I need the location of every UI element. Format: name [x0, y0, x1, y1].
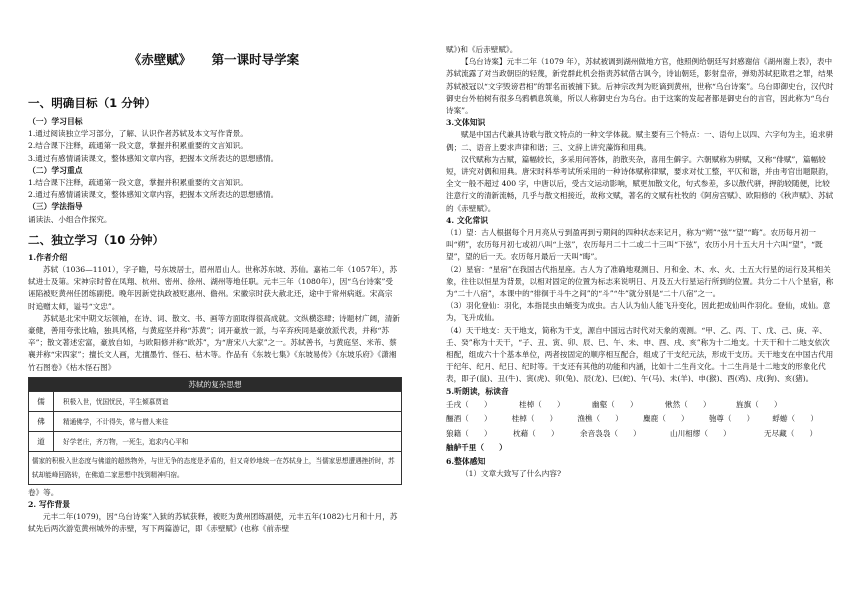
- thought-table-summary: 儒家的积极入世态度与佛道的超然物外，与世无争的态度是矛盾的，但又奇妙地统一在苏轼身上，当儒家思想遭遇挫折时，苏轼却能峰回路转，在佛道二家思想中找到精神归宿。: [29, 451, 401, 484]
- table-value: 积极入世，忧国忧民，平生倾慕贾谊: [63, 398, 169, 407]
- pinyin-item: 枕藉（ ）: [513, 428, 559, 438]
- culture-item-2: （2）星宿：“星宿”在我国古代指星座。古人为了准确地观测日、月和金、木、水、火、土五大行星的运行及其相关象，往往以恒星为背景，以相对固定的位置为标志来说明日、月及五大行星运行所到的位置。共分二十八个星宿，称为“二十八宿”，本课中的“徘徊于斗牛之间”的“斗”“牛”就分别是“二十八宿”之一。: [446, 264, 834, 299]
- culture-item-1: （1）望：古人根据每个月月亮从亏到盈再到亏期间的四种状态来记月，称为“朔”“弦”“望”“晦”。农历每月初一叫“朔”，农历每月初七或初八叫“上弦”，农历每月二十二或二十三叫“下弦”，农历小月十五大月十六叫“望”，“既望”，望的后一天。农历每月最后一天叫“晦”。: [446, 228, 823, 262]
- pinyin-heading: 5.听朗读，标读音: [446, 386, 509, 396]
- table-key: 道: [29, 432, 54, 451]
- pinyin-item: 麋鹿（ ）: [643, 414, 689, 424]
- method-heading: （三）学法指导: [28, 202, 83, 212]
- pinyin-row: [446, 441, 834, 456]
- overall-question: （1）文章大致写了什么内容?: [461, 469, 562, 479]
- pinyin-item: 壬戌（ ）: [446, 399, 492, 409]
- pinyin-item: 桂棹（ ）: [519, 399, 565, 409]
- pinyin-item: 愀然（ ）: [665, 399, 711, 409]
- keys-heading: （二）学习重点: [28, 165, 83, 175]
- case-label: 【乌台诗案】: [461, 57, 507, 67]
- pinyin-row: [446, 427, 834, 442]
- pinyin-row: [446, 398, 834, 413]
- method-text: 诵读法、小组合作探究。: [28, 214, 112, 224]
- culture-heading: 4. 文化常识: [446, 215, 489, 225]
- author-heading: 1.作者介绍: [28, 252, 68, 262]
- background-heading: 2. 写作背景: [28, 500, 71, 510]
- author-paragraph-2-end: 卷》等。: [28, 487, 59, 497]
- genre-heading: 3.文体知识: [446, 118, 486, 128]
- background-paragraph: 元丰二年(1079)，因“乌台诗案”入狱的苏轼获释，被贬为黄州团练副使，元丰五年(1082)七月和十月，苏轼先后两次游览黄州城外的赤壁，写下两篇游记，即《赤壁赋》(也称《前赤壁: [28, 512, 398, 534]
- case-paragraph: [446, 56, 834, 117]
- pinyin-row: [446, 412, 834, 427]
- table-key: 儒: [29, 392, 54, 411]
- culture-item-4: （4）天干地支：天干地支，简称为干支，源自中国远古时代对天象的观测。“甲、乙、丙、丁、戊、己、庚、辛、壬、癸”称为十天干，“子、丑、寅、卯、辰、巳、午、未、申、酉、戌、亥”称为十二地支。十天干和十二地支依次相配，组成六十个基本单位，两者按固定的顺序相互配合，组成了干支纪元法，形成干支历。天干地支在中国古代用于纪年、纪月、纪日、纪时等。干支还有其他的功能和内涵，比如十二生肖文化。十二生肖是十二地支的形象化代表，即子(鼠)、丑(牛)、寅(虎)、卯(兔)、辰(龙)、巳(蛇)、午(马)、未(羊)、申(猴)、酉(鸡)、戌(狗)、亥(猪)。: [446, 325, 834, 384]
- pinyin-item: 山川相缪（ ）: [670, 428, 731, 438]
- author-paragraph-2: 苏轼是北宋中期文坛领袖，在诗、词、散文、书、画等方面取得很高成就。文纵横恣肆；诗题材广阔，清新豪健，善用夸张比喻，独具风格，与黄庭坚并称“苏黄”；词开豪放一派，与辛弃疾同是豪放派代表，并称“苏辛”；散文著述宏富，豪放自如，与欧阳修并称“欧苏”，为“唐宋八大家”之一。苏轼善书，与黄庭坚、米芾、蔡襄并称“宋四家”；擅长文人画，尤擅墨竹、怪石、枯木等。作品有《东坡七集》《东坡易传》《东坡乐府》《潇湘竹石图卷》《枯木怪石图》: [28, 313, 400, 372]
- pinyin-item: 酾酒（ ）: [446, 414, 492, 424]
- goal-item: 3.通过有感情诵读课文，整体感知文章内容，把握本文所表达的思想感情。: [28, 153, 279, 163]
- right-column: [446, 44, 834, 480]
- overall-heading: 6.整体感知: [446, 456, 486, 466]
- table-row: [29, 411, 401, 431]
- table-row: [29, 431, 401, 451]
- pinyin-item: 余音袅袅（ ）: [580, 428, 641, 438]
- goal-item: 2.结合课下注释，疏通第一段文意，掌握并积累重要的文言知识。: [28, 141, 248, 151]
- left-column: [28, 0, 400, 536]
- genre-paragraph-2: 汉代赋称为古赋，篇幅较长，多采用问答体，韵散夹杂，喜用生僻字。六朝赋称为骈赋，又称“俳赋”，篇幅较短，讲究对偶和用典。唐宋时科举考试所采用的一种诗体赋称律赋，要求对仗工整，平仄和谐，并由考官出题限韵，全文一般不超过 400 字，中唐以后，受古文运动影响，赋更加散文化，句式参差，多以散代骈，押韵较随便，比较注意行文的清新流畅，几乎与散文相接近，故称文赋，著名的文赋有杜牧的《阿房宫赋》、欧阳修的《秋声赋》、苏轼的《赤壁赋》。: [446, 154, 834, 213]
- background-paragraph-cont: 赋》)和《后赤壁赋》。: [446, 45, 518, 54]
- pinyin-item: 渔樵（ ）: [577, 414, 623, 424]
- table-key: 佛: [29, 412, 54, 431]
- section-2-heading: 二、独立学习（10 分钟）: [28, 232, 165, 247]
- pinyin-item: 桂棹（ ）: [511, 414, 558, 424]
- pinyin-item: 旌旗（ ）: [736, 399, 782, 409]
- key-item: 2.通过有感情诵读课文，整体感知文章内容，把握本文所表达的思想感情。: [28, 190, 279, 200]
- pinyin-item: 蜉蝣（ ）: [772, 414, 818, 424]
- table-row: [29, 391, 401, 411]
- table-value: 精通佛学，不计得失，常与僧人来往: [63, 418, 169, 427]
- pinyin-item: 匏尊（ ）: [708, 414, 755, 424]
- title-sub: 第一课时导学案: [211, 52, 300, 67]
- title-main: 《赤壁赋》: [128, 52, 192, 67]
- section-1-heading: 一、明确目标（1 分钟）: [28, 96, 157, 110]
- key-item: 1.结合课下注释，疏通第一段文意，掌握并积累重要的文言知识。: [28, 178, 248, 188]
- case-text: 元丰二年（1079 年），苏轼被调到湖州做地方官，他照例给朝廷写封感谢信《湖州谢上表》，表中苏轼流露了对当政朝臣的轻蔑，新党群此机会指责苏轼借古讽今，诗讪朝廷，影射皇帝，弹劾苏轼犯欺君之罪，结果苏轼被冠以“文字毁谤君相”的罪名而被捕下狱。后神宗改判为贬谪到黄州，世称“乌台诗案”。乌台即御史台，汉代时御史台外柏树有很多乌鸦栖息筑巢，所以人称御史台为乌台。由于这案的发起者都是御史台的言官，因此称为“乌台诗案”。: [446, 57, 834, 116]
- pinyin-item: 幽壑（ ）: [592, 399, 638, 409]
- page-title: [28, 50, 400, 66]
- pinyin-item: 无尽藏（ ）: [764, 428, 818, 438]
- thought-table: [28, 377, 402, 485]
- goals-heading: （一）学习目标: [28, 117, 83, 126]
- author-paragraph-1: 苏轼（1036—1101），字子瞻，号东坡居士，眉州眉山人。世称苏东坡、苏仙。嘉祐二年（1057年），苏轼进士及第。宋神宗时曾在凤翔、杭州、密州、徐州、湖州等地任职。元丰三年（1080年），因“乌台诗案”受诬陷被贬黄州任团练副使。晚年因新党执政被贬惠州、儋州。宋徽宗时获大赦北还，途中于常州病逝。宋高宗时追赠太师，谥号“文忠”。: [28, 265, 398, 311]
- thought-table-header: 苏轼的复杂思想: [29, 378, 401, 391]
- goal-item: 1.通过阅读独立学习部分，了解、认识作者苏轼及本文写作背景。: [28, 129, 248, 139]
- culture-item-3: （3）羽化登仙：羽化，本指昆虫由蛹变为成虫。古人认为仙人能飞升变化，因此把成仙叫作羽化。登仙，成仙。意为，飞升成仙。: [446, 301, 831, 323]
- pinyin-item: 狼籍（ ）: [446, 428, 492, 438]
- table-value: 好学老庄，齐万物，一死生，追求内心平和: [63, 438, 189, 447]
- genre-paragraph-1: 赋是中国古代兼具诗歌与散文特点的一种文学体裁。赋主要有三个特点：一、语句上以四、六字句为主，追求骈偶；二、语音上要求声律和谐；三、文辞上讲究藻饰和用典。: [446, 130, 834, 152]
- pinyin-item: 舳舻千里（ ）: [446, 443, 507, 453]
